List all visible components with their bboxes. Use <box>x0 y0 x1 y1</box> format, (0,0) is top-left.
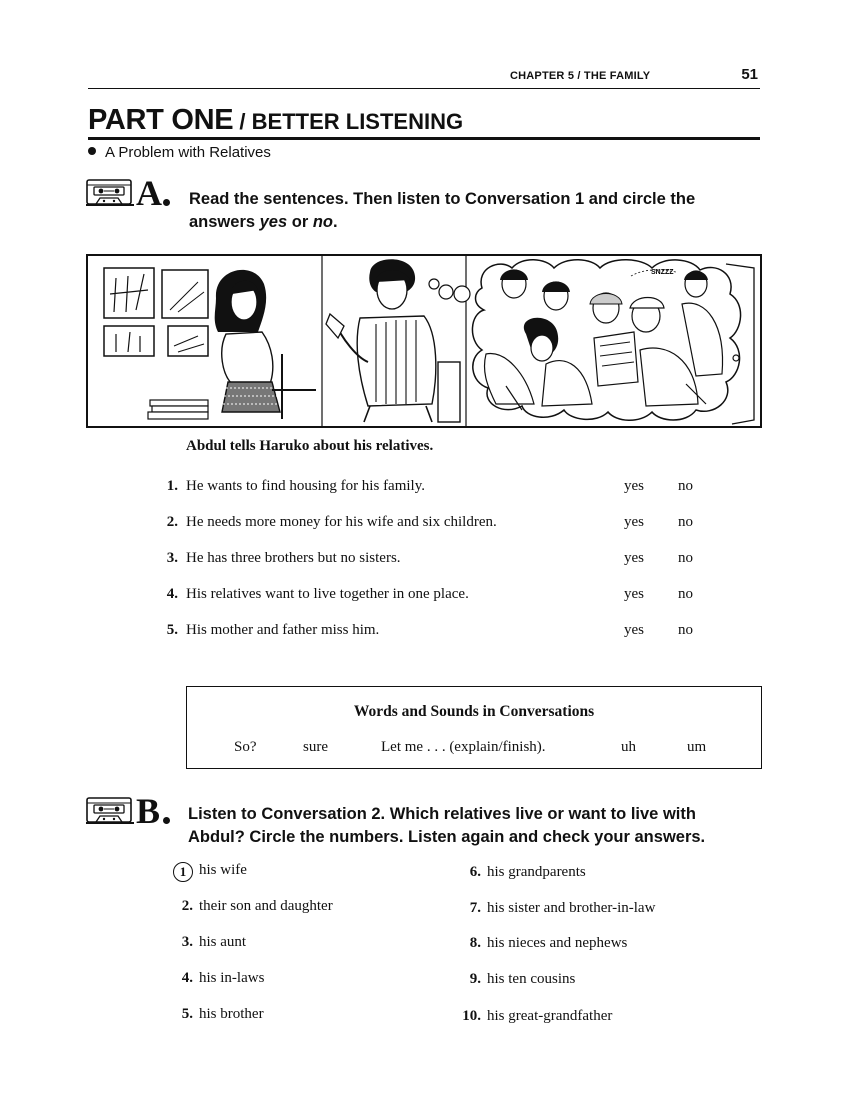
word-item: sure <box>303 739 328 755</box>
question-row <box>150 514 710 536</box>
section-a-instruction-line1: Read the sentences. Then listen to Conversation 1 and circle the <box>189 190 696 208</box>
topic-bullet <box>88 144 271 161</box>
item-number[interactable]: 2. <box>181 898 193 914</box>
answer-no[interactable]: no <box>678 622 693 638</box>
item-number[interactable]: 9. <box>469 971 481 987</box>
item-number[interactable]: 3. <box>181 934 193 950</box>
topic-text: A Problem with Relatives <box>105 144 271 161</box>
part-title-separator: / <box>233 109 252 134</box>
question-text: His relatives want to live together in one place. <box>186 586 469 602</box>
question-text: His mother and father miss him. <box>186 622 380 638</box>
relative-text: his sister and brother-in-law <box>487 900 656 916</box>
question-row <box>150 586 710 608</box>
header-rule <box>88 88 760 89</box>
section-a-dot <box>163 199 170 206</box>
item-number[interactable]: 5. <box>181 1006 193 1022</box>
section-b-instruction-line2: Abdul? Circle the numbers. Listen again and check your answers. <box>188 828 706 846</box>
answer-yes[interactable]: yes <box>624 622 644 638</box>
relative-text: his ten cousins <box>487 971 576 987</box>
question-text: He has three brothers but no sisters. <box>186 550 401 566</box>
title-rule <box>88 137 760 140</box>
answer-no[interactable]: no <box>678 586 693 602</box>
section-b-instruction-line1: Listen to Conversation 2. Which relatives live or want to live with <box>188 805 696 823</box>
page-number: 51 <box>741 66 758 83</box>
instruction-yes: yes <box>259 213 288 231</box>
instruction-period: . <box>333 213 338 231</box>
relative-text: his in-laws <box>199 970 265 986</box>
question-number: 2. <box>166 514 178 530</box>
cassette-tape-icon <box>86 794 134 824</box>
illustration-caption: Abdul tells Haruko about his relatives. <box>186 438 434 454</box>
part-title-sub: BETTER LISTENING <box>251 109 464 134</box>
question-text: He wants to find housing for his family. <box>186 478 425 494</box>
section-b-instructions <box>188 803 705 849</box>
question-number: 4. <box>166 586 178 602</box>
cassette-tape-icon <box>86 176 134 206</box>
question-row <box>150 478 710 500</box>
running-head: CHAPTER 5 / THE FAMILY <box>510 70 651 82</box>
section-b-dot <box>163 817 170 824</box>
relative-text: his great-grandfather <box>487 1008 613 1024</box>
question-row <box>150 622 710 644</box>
answer-yes[interactable]: yes <box>624 478 644 494</box>
instruction-or: or <box>287 213 313 231</box>
section-b-letter: B <box>136 791 161 831</box>
relative-text: his aunt <box>199 934 247 950</box>
question-number: 3. <box>166 550 178 566</box>
words-and-sounds-box <box>186 686 762 769</box>
words-and-sounds-title: Words and Sounds in Conversations <box>353 703 595 720</box>
item-number[interactable]: 8. <box>469 935 481 951</box>
relative-text: their son and daughter <box>199 898 333 914</box>
section-a-instructions <box>189 188 695 234</box>
part-title-main: PART ONE <box>88 104 234 136</box>
question-number: 1. <box>166 478 178 494</box>
item-number[interactable]: 6. <box>469 864 481 880</box>
section-a-letter: A <box>136 173 162 213</box>
word-item: Let me . . . (explain/finish). <box>381 739 546 755</box>
section-a-instruction-line2 <box>189 211 695 234</box>
instruction-text: answers <box>189 213 260 231</box>
word-item: um <box>687 739 707 755</box>
relative-text: his grandparents <box>487 864 586 880</box>
relative-text: his nieces and nephews <box>487 935 628 951</box>
item-number[interactable]: 4. <box>181 970 193 986</box>
answer-yes[interactable]: yes <box>624 514 644 530</box>
word-item: So? <box>234 739 257 755</box>
instruction-no: no <box>312 213 333 231</box>
relative-text: his wife <box>199 862 247 878</box>
answer-no[interactable]: no <box>678 478 693 494</box>
relative-text: his brother <box>199 1006 264 1022</box>
question-row <box>150 550 710 572</box>
answer-yes[interactable]: yes <box>624 550 644 566</box>
answer-no[interactable]: no <box>678 514 693 530</box>
circled-number[interactable]: 1 <box>173 862 193 882</box>
answer-yes[interactable]: yes <box>624 586 644 602</box>
part-title <box>88 104 463 137</box>
item-number[interactable]: 7. <box>469 900 481 916</box>
bullet-icon <box>88 147 96 155</box>
item-number[interactable]: 10. <box>462 1008 481 1024</box>
question-number: 5. <box>166 622 178 638</box>
question-text: He needs more money for his wife and six children. <box>186 514 497 530</box>
conversation-illustration <box>86 254 762 428</box>
word-item: uh <box>621 739 636 755</box>
answer-no[interactable]: no <box>678 550 693 566</box>
snore-text: SNZZZ <box>651 269 674 276</box>
